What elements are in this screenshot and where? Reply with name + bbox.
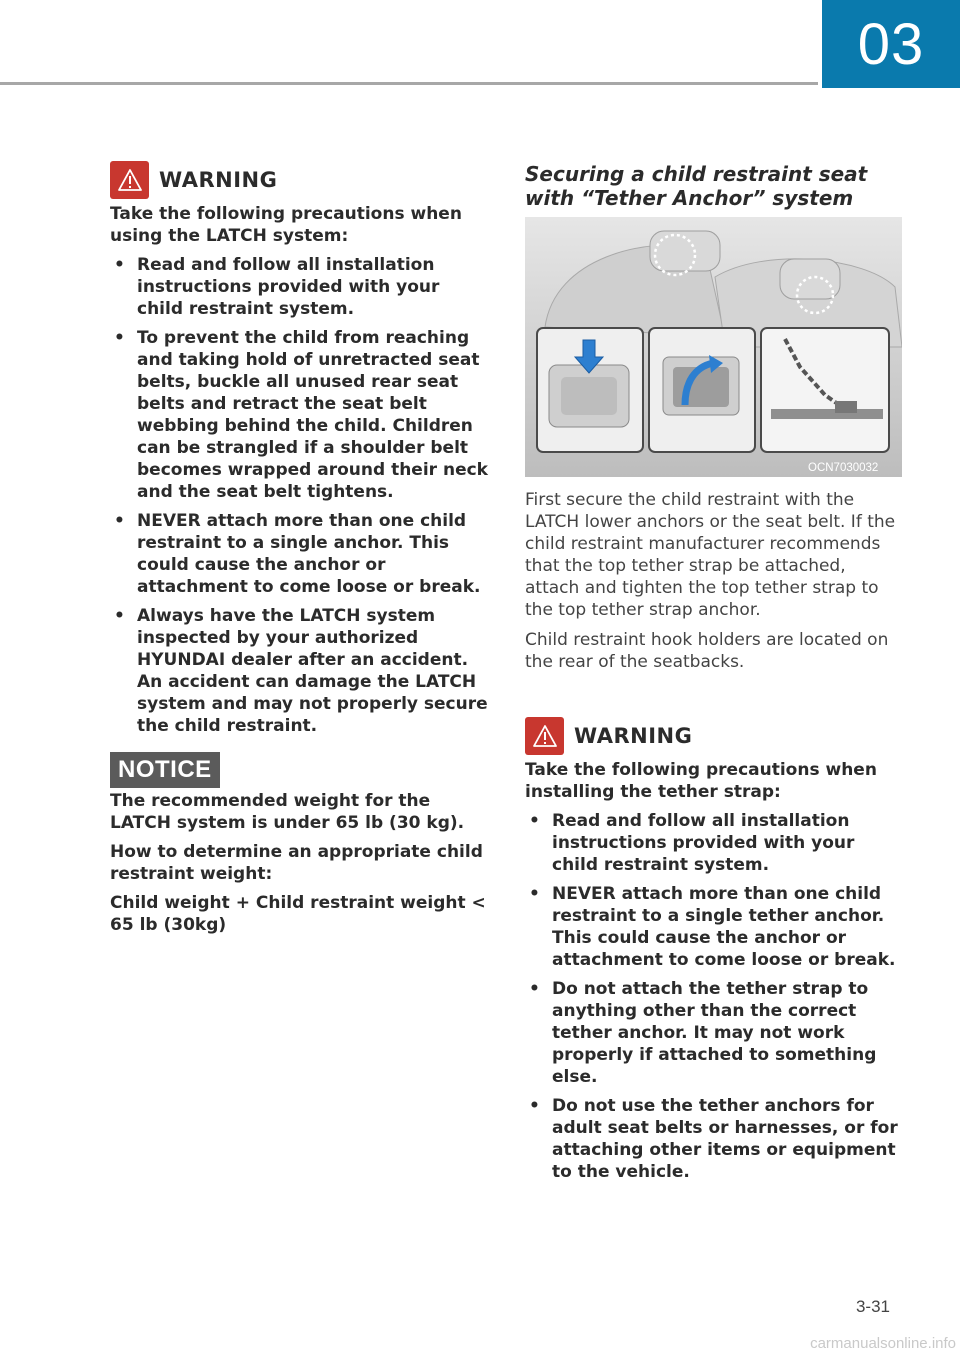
list-item: • Always have the LATCH system inspected by your authorized HYUNDAI dealer after an accident. An accident can damage the LATCH system and may not properly secure the child restraint. bbox=[110, 605, 488, 737]
warning-list bbox=[525, 810, 903, 1183]
warning-intro: Take the following precautions when installing the tether strap: bbox=[525, 760, 877, 802]
warning-body-left bbox=[110, 203, 488, 737]
warning-header-right bbox=[525, 717, 692, 755]
paragraph: First secure the child restraint with the LATCH lower anchors or the seat belt. If the child restraint manufacturer recommends that the top tether strap be attached, attach and tighten the top tether strap to the top tether strap anchor. bbox=[525, 490, 896, 620]
list-item: • Read and follow all installation instructions provided with your child restraint system. bbox=[110, 254, 488, 320]
body-text bbox=[525, 489, 903, 681]
chapter-tab: 03 bbox=[822, 0, 960, 88]
figure-code: OCN7030032 bbox=[808, 462, 879, 474]
notice-body bbox=[110, 790, 488, 936]
warning-triangle-icon bbox=[110, 161, 149, 199]
notice-paragraph: Child weight + Child restraint weight < 65 lb (30kg) bbox=[110, 893, 486, 935]
warning-title: WARNING bbox=[574, 724, 693, 748]
watermark: carmanualsonline.info bbox=[810, 1335, 956, 1352]
warning-triangle-icon bbox=[525, 717, 564, 755]
warning-list bbox=[110, 254, 488, 737]
header-rule bbox=[0, 82, 818, 85]
warning-header-left bbox=[110, 161, 277, 199]
tether-anchor-illustration bbox=[525, 217, 902, 477]
warning-body-right bbox=[525, 759, 903, 1183]
warning-title: WARNING bbox=[159, 168, 278, 192]
list-item: • NEVER attach more than one child restraint to a single anchor. This could cause the anchor or attachment to come loose or break. bbox=[110, 510, 488, 598]
warning-intro: Take the following precautions when using the LATCH system: bbox=[110, 204, 462, 246]
notice-paragraph: The recommended weight for the LATCH system is under 65 lb (30 kg). bbox=[110, 791, 465, 833]
list-item: • Read and follow all installation instructions provided with your child restraint system. bbox=[525, 810, 903, 876]
list-item: • Do not attach the tether strap to anything other than the correct tether anchor. It may not work properly if attached to something else. bbox=[525, 978, 903, 1088]
paragraph: Child restraint hook holders are located on the rear of the seatbacks. bbox=[525, 630, 889, 672]
page-number: 3-31 bbox=[855, 1297, 890, 1316]
notice-label: NOTICE bbox=[110, 752, 220, 788]
list-item: • NEVER attach more than one child restraint to a single tether anchor. This could cause the anchor or attachment to come loose or break. bbox=[525, 883, 903, 971]
list-item: • Do not use the tether anchors for adult seat belts or harnesses, or for attaching other items or equipment to the vehicle. bbox=[525, 1095, 903, 1183]
section-heading: Securing a child restraint seat with “Tether Anchor” system bbox=[525, 162, 868, 210]
notice-paragraph: How to determine an appropriate child restraint weight: bbox=[110, 842, 483, 884]
list-item: • To prevent the child from reaching and taking hold of unretracted seat belts, buckle all unused rear seat belts and retract the seat belt webbing behind the child. Children can be strangled if a shoulder belt becomes wrapped around their neck and the seat belt tightens. bbox=[110, 327, 488, 503]
